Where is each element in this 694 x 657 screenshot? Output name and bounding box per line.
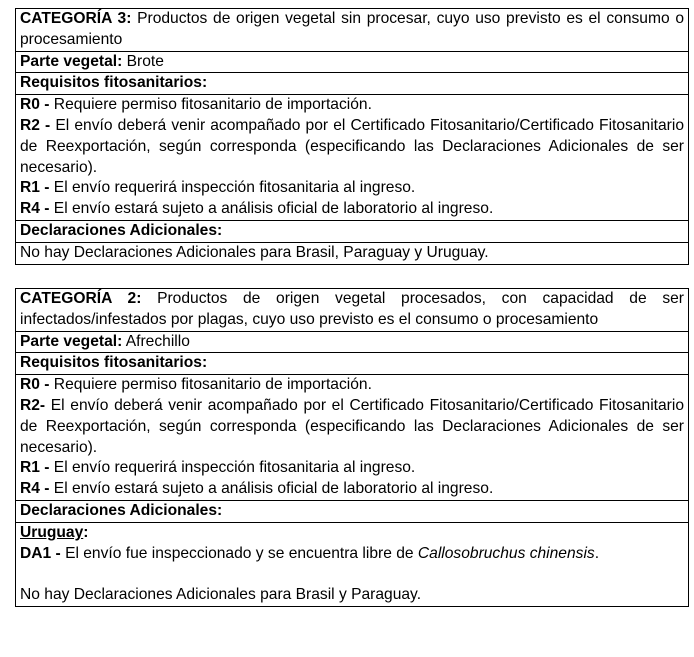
- plant-part-row: [16, 51, 689, 73]
- requirement-text: El envío estará sujeto a análisis oficial de laboratorio al ingreso.: [49, 200, 494, 218]
- requirements-heading: Requisitos fitosanitarios:: [16, 73, 689, 95]
- declarations-text: No hay Declaraciones Adicionales para Brasil, Paraguay y Uruguay.: [16, 242, 689, 264]
- requirement-r1: [20, 178, 684, 199]
- requirements-cell: [16, 375, 689, 501]
- spacer: [20, 564, 684, 585]
- declarations-text: No hay Declaraciones Adicionales para Brasil y Paraguay.: [20, 586, 422, 604]
- requirement-code: R0 -: [20, 376, 50, 394]
- declarations-cell: [16, 522, 689, 606]
- da-text: El envío fue inspeccionado y se encuentra libre de: [60, 544, 418, 562]
- declarations-heading: Declaraciones Adicionales:: [16, 500, 689, 522]
- category-row: [16, 9, 689, 52]
- plant-part-value: Afrechillo: [122, 332, 190, 350]
- requirement-r4: [20, 199, 684, 220]
- category-cell: [16, 289, 689, 332]
- category-description: Productos de origen vegetal sin procesar, cuyo uso previsto es el consumo o procesamiento: [20, 10, 684, 48]
- requirements-heading-row: [16, 73, 689, 95]
- requirement-code: R0 -: [20, 96, 50, 114]
- requirement-text: Requiere permiso fitosanitario de importación.: [49, 96, 372, 114]
- plant-part-value: Brote: [122, 52, 164, 70]
- requirement-code: R1 -: [20, 459, 50, 477]
- requirements-heading-row: [16, 353, 689, 375]
- category-description: Productos de origen vegetal procesados, con capacidad de ser infectados/infestados por plagas, cuyo uso previsto es el consumo o procesamiento: [20, 290, 684, 328]
- declarations-heading: Declaraciones Adicionales:: [16, 220, 689, 242]
- requirements-cell: [16, 95, 689, 221]
- declarations-row: [16, 522, 689, 606]
- plant-part-label: Parte vegetal:: [20, 332, 123, 350]
- requirement-r2: [20, 396, 684, 458]
- requirement-r2: [20, 116, 684, 178]
- category-2-table: [15, 288, 689, 607]
- requirement-text: El envío deberá venir acompañado por el Certificado Fitosanitario/Certificado Fitosanitario de Reexportación, según corresponda (especificando las Declaraciones Adicionales de ser necesario).: [20, 116, 684, 176]
- category-cell: [16, 9, 689, 52]
- plant-part-cell: [16, 51, 689, 73]
- declarations-heading-row: [16, 500, 689, 522]
- requirement-r0: [20, 375, 684, 396]
- requirement-code: R4 -: [20, 200, 50, 218]
- requirement-text: El envío requerirá inspección fitosanitaria al ingreso.: [49, 179, 416, 197]
- additional-declaration-da1: [20, 544, 684, 565]
- requirement-code: R2 -: [20, 116, 51, 134]
- category-label: CATEGORÍA 2:: [20, 290, 142, 307]
- requirements-heading: Requisitos fitosanitarios:: [16, 353, 689, 375]
- requirement-code: R4 -: [20, 480, 50, 498]
- country-colon: :: [83, 523, 89, 541]
- requirement-text: El envío estará sujeto a análisis oficial de laboratorio al ingreso.: [49, 480, 494, 498]
- requirement-text: El envío deberá venir acompañado por el Certificado Fitosanitario/Certificado Fitosanitario de Reexportación, según corresponda (especificando las Declaraciones Adicionales de ser necesario).: [20, 396, 684, 456]
- requirement-r0: [20, 95, 684, 116]
- declarations-row: [16, 242, 689, 264]
- plant-part-cell: [16, 331, 689, 353]
- requirement-text: Requiere permiso fitosanitario de importación.: [49, 376, 372, 394]
- requirement-text: El envío requerirá inspección fitosanitaria al ingreso.: [49, 459, 416, 477]
- requirement-r4: [20, 479, 684, 500]
- da-code: DA1 -: [20, 544, 61, 562]
- country-name: Uruguay: [20, 523, 84, 541]
- declarations-heading-row: [16, 220, 689, 242]
- category-row: [16, 289, 689, 332]
- da-end: .: [594, 544, 600, 562]
- category-label: CATEGORÍA 3:: [20, 10, 132, 27]
- requirement-r1: [20, 458, 684, 479]
- requirement-code: R1 -: [20, 179, 50, 197]
- plant-part-label: Parte vegetal:: [20, 52, 123, 70]
- requirements-row: [16, 95, 689, 221]
- country-heading: [20, 523, 684, 544]
- category-3-table: [15, 8, 689, 265]
- plant-part-row: [16, 331, 689, 353]
- requirements-row: [16, 375, 689, 501]
- requirement-code: R2-: [20, 396, 46, 414]
- da-species: Callosobruchus chinensis: [417, 544, 595, 562]
